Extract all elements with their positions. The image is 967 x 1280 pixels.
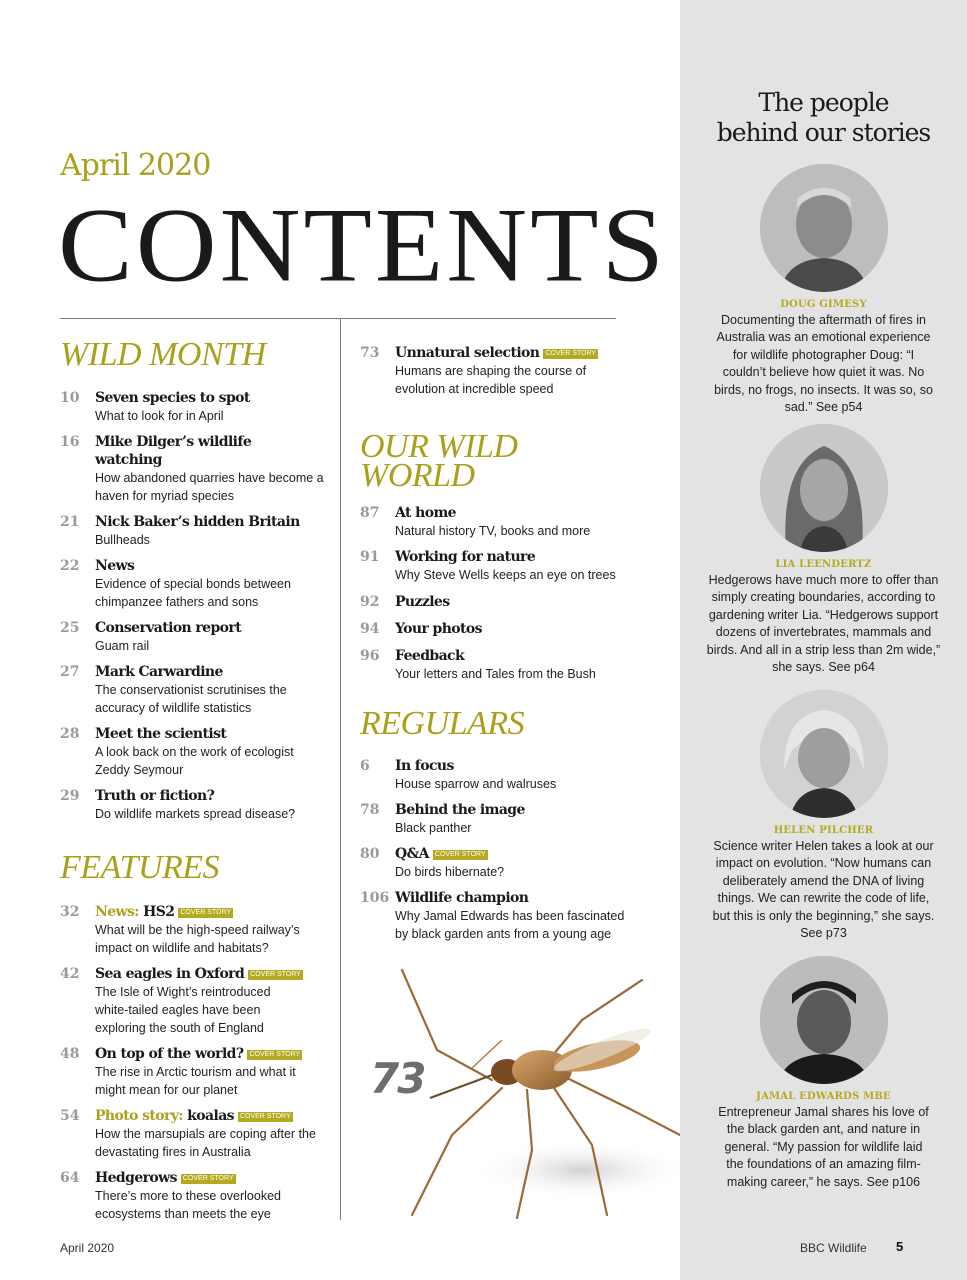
entry-title-text: HS2	[143, 904, 175, 920]
entry-title-text: Hedgerows	[95, 1170, 177, 1186]
page-number: 28	[60, 726, 80, 742]
footer-magazine-name: BBC Wildlife	[800, 1241, 867, 1255]
cover-story-badge: COVER STORY	[250, 971, 301, 978]
heading-line: WORLD	[360, 457, 475, 495]
section-heading-wild-month: WILD MONTH	[60, 336, 266, 373]
cover-story-badge: COVER STORY	[249, 1051, 301, 1058]
sidebar-title-line: behind our stories	[716, 118, 931, 147]
page-number: 10	[60, 390, 80, 406]
avatar	[760, 690, 888, 818]
portrait-icon	[760, 956, 888, 1084]
entry-description: What to look for in April	[95, 409, 224, 423]
entry-title: News	[95, 558, 135, 574]
cover-story-badge: COVER STORY	[545, 350, 597, 357]
list-item[interactable]	[360, 593, 670, 611]
portrait-icon	[760, 164, 888, 292]
entry-title: At home	[395, 505, 456, 522]
entry-description: Do wildlife markets spread disease?	[95, 807, 296, 821]
section-heading-features: FEATURES	[60, 849, 220, 886]
section-heading-our-wild-world	[360, 428, 670, 495]
list-item[interactable]	[60, 787, 330, 823]
footer-issue-date: April 2020	[60, 1241, 115, 1255]
entry-description: Guam rail	[95, 639, 150, 653]
entry-title: Meet the scientist	[95, 726, 227, 742]
contributor-name: HELEN PILCHER	[773, 825, 874, 836]
list-item[interactable]	[60, 557, 330, 611]
entry-title: Seven species to spot	[95, 390, 250, 406]
issue-month: April 2020	[60, 148, 211, 183]
entry-title: Your photos	[395, 621, 482, 638]
contributor-card	[690, 164, 957, 416]
middle-column	[360, 344, 670, 943]
entry-description: The conservationist scrutinises the accuracy of wildlife statistics	[95, 683, 287, 715]
contributor-name: DOUG GIMESY	[780, 299, 867, 310]
contributor-bio: Hedgerows have much more to offer than simply creating boundaries, according to gardening writer Lia. “Hedgerows support dozens of invertebrates, mammals and birds. And all in a strip less than 2m wide,” she says. See p64	[706, 573, 941, 675]
contributor-name: LIA LEENDERTZ	[775, 559, 872, 570]
list-item[interactable]	[60, 619, 330, 655]
page-number: 91	[360, 549, 380, 566]
entry-description: Evidence of special bonds between chimpanzee fathers and sons	[95, 577, 291, 609]
list-item[interactable]	[360, 889, 670, 943]
avatar	[760, 956, 888, 1084]
page-number: 78	[360, 802, 380, 819]
entry-description: Why Jamal Edwards has been fascinated by black garden ants from a young age	[395, 909, 625, 942]
footer-page-number: 5	[896, 1239, 904, 1254]
contributor-name: JAMAL EDWARDS MBE	[756, 1091, 891, 1102]
contributor-card	[690, 424, 957, 676]
entry-title: Puzzles	[395, 594, 450, 611]
entry-description: Natural history TV, books and more	[395, 524, 591, 539]
page-number: 54	[60, 1108, 80, 1124]
list-item[interactable]	[360, 801, 670, 837]
cover-story-badge: COVER STORY	[182, 1175, 234, 1182]
page-number: 16	[60, 434, 80, 450]
list-item[interactable]	[60, 1045, 330, 1099]
entry-title	[95, 965, 330, 983]
page-number: 25	[60, 620, 80, 636]
entry-title	[95, 1107, 330, 1125]
page-number: 92	[360, 594, 380, 611]
contributor-card	[690, 956, 957, 1191]
cover-story-badge: COVER STORY	[239, 1113, 291, 1120]
page-number: 42	[60, 966, 80, 982]
entry-title: Feedback	[395, 648, 465, 665]
page-number: 94	[360, 621, 380, 638]
page-number: 27	[60, 664, 80, 680]
section-heading-regulars: REGULARS	[360, 705, 525, 743]
entry-description: How the marsupials are coping after the devastating fires in Australia	[95, 1127, 316, 1159]
list-item[interactable]	[360, 647, 670, 683]
entry-title-text: Unnatural selection	[395, 345, 540, 361]
list-item[interactable]	[360, 344, 670, 398]
contributor-bio: Entrepreneur Jamal shares his love of the black garden ant, and nature in general. “My passion for wildlife laid the foundations of an amazing film-making career,” he says. See p106	[718, 1105, 929, 1189]
page-number: 96	[360, 648, 380, 665]
list-item[interactable]	[360, 757, 670, 793]
avatar	[760, 424, 888, 552]
contributor-bio: Documenting the aftermath of fires in Australia was an emotional experience for wildlife photographer Doug: “I couldn’t believe how quiet it was. No birds, no frogs, no insects. It was so, so sad.” See p54	[714, 313, 933, 415]
list-item[interactable]	[60, 513, 330, 549]
entry-title: Wildlife champion	[395, 890, 529, 907]
entry-description: Your letters and Tales from the Bush	[395, 667, 596, 682]
page-number: 87	[360, 505, 380, 522]
page-number: 106	[360, 890, 390, 907]
list-item[interactable]	[60, 725, 330, 779]
entry-title-text: On top of the world?	[95, 1046, 244, 1062]
cover-story-badge: COVER STORY	[434, 851, 486, 859]
sidebar-title	[690, 88, 957, 148]
entry-description: The rise in Arctic tourism and what it might mean for our planet	[95, 1065, 296, 1097]
list-item[interactable]	[60, 389, 330, 425]
image-page-reference: 73	[370, 1054, 425, 1103]
entry-description: House sparrow and walruses	[395, 777, 557, 792]
left-column	[60, 336, 330, 1223]
entry-title: In focus	[395, 758, 454, 775]
vertical-divider	[340, 318, 341, 1220]
contributor-card	[690, 690, 957, 942]
entry-title: Mike Dilger’s wildlife watching	[95, 434, 252, 468]
entry-title	[95, 1045, 330, 1063]
horizontal-divider	[60, 318, 616, 319]
entry-description: The Isle of Wight’s reintroduced white-tailed eagles have been exploring the south of England	[95, 985, 271, 1035]
portrait-icon	[760, 690, 888, 818]
list-item[interactable]	[60, 1169, 330, 1223]
sidebar-title-line: The people	[758, 88, 889, 117]
list-item[interactable]	[60, 903, 330, 957]
page-number: 6	[360, 758, 370, 775]
entry-title	[95, 903, 330, 921]
entry-title: Truth or fiction?	[95, 788, 215, 804]
heading-line: OUR WILD	[360, 428, 518, 465]
entry-title-text: koalas	[187, 1108, 234, 1124]
entry-description: How abandoned quarries have become a haven for myriad species	[95, 471, 324, 503]
entry-description: What will be the high-speed railway’s impact on wildlife and habitats?	[95, 923, 300, 955]
entry-title-text: Sea eagles in Oxford	[95, 966, 245, 982]
list-item[interactable]	[60, 1107, 330, 1161]
entry-title: Behind the image	[395, 802, 525, 819]
entry-title	[395, 344, 670, 362]
list-item[interactable]	[60, 663, 330, 717]
entry-title-prefix: News:	[95, 904, 139, 920]
entry-title: Mark Carwardine	[95, 664, 223, 680]
list-item[interactable]	[360, 845, 670, 881]
entry-description: Why Steve Wells keeps an eye on trees	[395, 568, 616, 583]
page-number: 64	[60, 1170, 80, 1186]
entry-description: Humans are shaping the course of evolution at incredible speed	[395, 364, 587, 396]
page-number: 21	[60, 514, 80, 530]
contributor-bio: Science writer Helen takes a look at our impact on evolution. “Now humans can deliberately amend the DNA of living things. We can rewrite the code of life, but this is only the beginning,” she says. See p73	[712, 839, 935, 941]
entry-title: Nick Baker’s hidden Britain	[95, 514, 300, 530]
entry-description: There’s more to these overlooked ecosystems than meets the eye	[95, 1189, 281, 1221]
list-item[interactable]	[360, 504, 670, 540]
entry-description: Bullheads	[95, 533, 150, 547]
page-number: 29	[60, 788, 80, 804]
entry-description: A look back on the work of ecologist Zeddy Seymour	[95, 745, 294, 777]
list-item[interactable]	[60, 965, 330, 1037]
page-title: CONTENTS	[58, 186, 667, 305]
entry-title	[95, 1169, 330, 1187]
entry-description: Black panther	[395, 821, 472, 836]
page-number: 80	[360, 846, 380, 863]
page-number: 32	[60, 904, 80, 920]
cover-story-badge: COVER STORY	[180, 909, 232, 916]
portrait-icon	[760, 424, 888, 552]
entry-title-prefix: Photo story:	[95, 1108, 183, 1124]
list-item[interactable]	[60, 433, 330, 505]
page-number: 48	[60, 1046, 80, 1062]
entry-title	[395, 845, 670, 863]
entry-title: Working for nature	[395, 549, 536, 566]
avatar	[760, 164, 888, 292]
entry-description: Do birds hibernate?	[395, 865, 505, 880]
page-number: 73	[360, 345, 380, 361]
list-item[interactable]	[360, 548, 670, 584]
entry-title: Conservation report	[95, 620, 242, 636]
page-number: 22	[60, 558, 80, 574]
entry-title-text: Q&A	[395, 846, 429, 863]
list-item[interactable]	[360, 620, 670, 638]
